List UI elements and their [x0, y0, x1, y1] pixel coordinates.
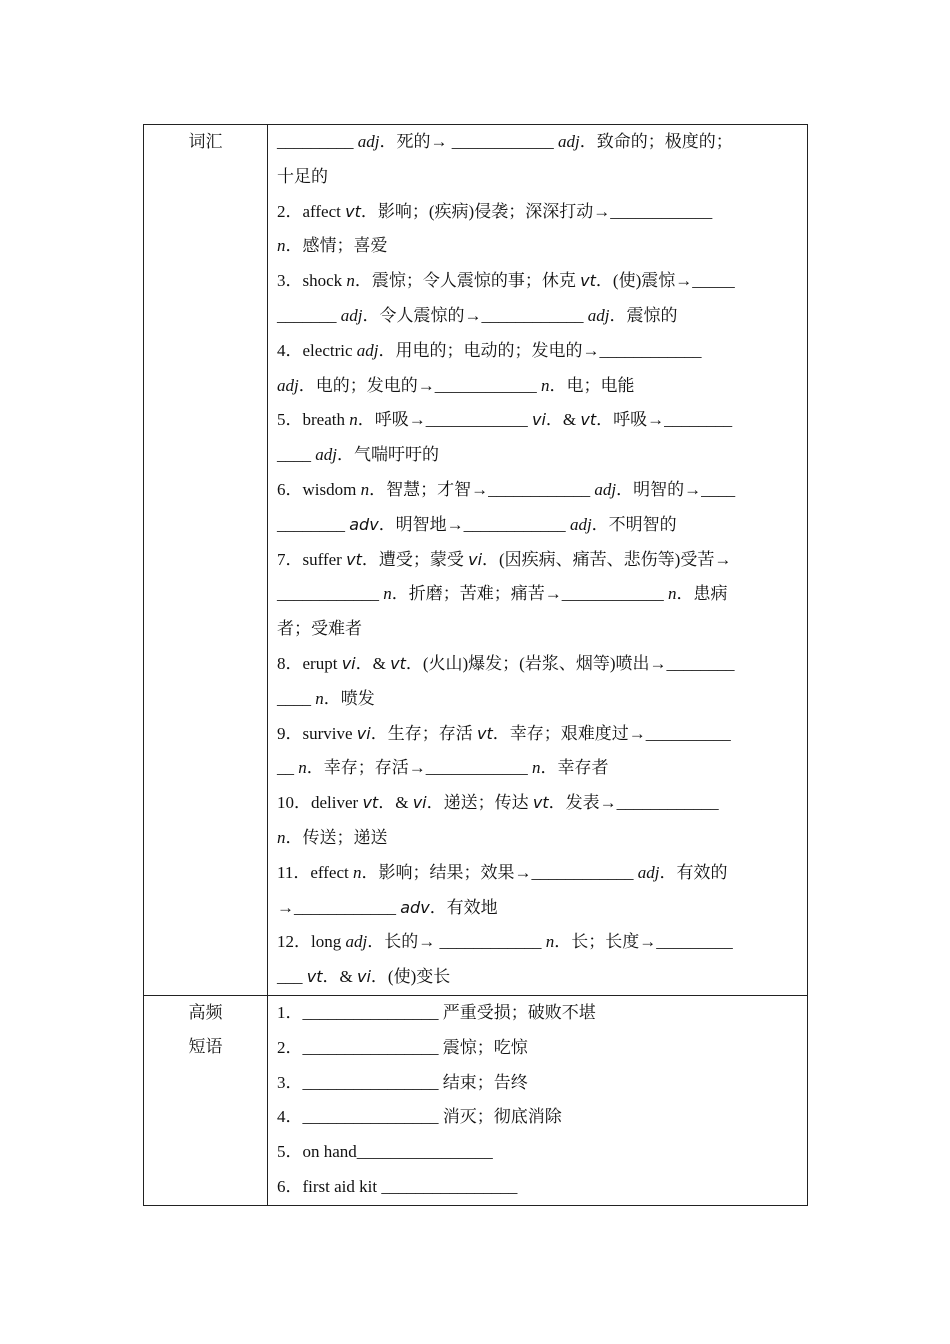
vocab-line-text: ．气喘吁吁的	[336, 445, 439, 465]
vocab-line-text: ____________	[277, 584, 384, 604]
vocab-line-text: 4．electric	[277, 340, 357, 360]
vocab-line-text: ．用电的；电动的；发电的→____________	[378, 340, 702, 360]
vocab-line	[277, 473, 797, 508]
vocab-line-text: ________	[277, 514, 350, 534]
vocab-line	[277, 299, 797, 334]
phrases-line-text: 1．________________ 严重受损；破败不堪	[277, 1002, 596, 1022]
vocab-line-text: ．喷发	[323, 688, 375, 708]
vocab-line-text: vt	[476, 723, 493, 743]
vocab-line-text: 6．wisdom	[277, 479, 361, 499]
vocab-label-cell	[144, 125, 268, 996]
vocab-line-text: ．影响；(疾病)侵袭；深深打动→____________	[360, 201, 713, 221]
phrases-label-line2: 短语	[188, 1036, 223, 1056]
vocab-line	[277, 334, 797, 369]
vocab-line	[277, 786, 797, 821]
vocab-line-text: n	[668, 584, 677, 604]
vocab-line	[277, 856, 797, 891]
vocab-line-text: 11．effect	[277, 862, 353, 882]
vocab-line-text: ．死的→ ____________	[379, 132, 558, 151]
vocab-line-text: vi	[356, 723, 371, 743]
vocab-line	[277, 264, 797, 299]
vocab-line-text: 者；受难者	[277, 619, 362, 639]
phrases-line	[277, 1031, 797, 1066]
vocab-line-text: vt	[345, 201, 361, 221]
vocab-list	[268, 125, 807, 995]
vocab-line-text: n	[353, 862, 362, 882]
vocab-line-text: ．(因疾病、痛苦、悲伤等)受苦→	[482, 549, 732, 569]
vocab-line-text: adj	[594, 479, 617, 499]
vocab-line-text: ．&	[378, 793, 413, 813]
vocab-line-text: n	[349, 410, 358, 430]
vocab-line-text: vi	[341, 653, 356, 673]
vocab-line-text: ．有效的	[659, 862, 728, 882]
vocab-table	[143, 124, 808, 1206]
vocab-line-text: ．明智地→____________	[378, 514, 570, 534]
vocab-line-text: ．有效地	[429, 897, 498, 917]
vocab-line-text: ．令人震惊的→____________	[362, 305, 588, 325]
vocab-line-text: adj	[557, 132, 580, 151]
vocab-line-text: ．幸存；存活→____________	[306, 758, 532, 778]
vocab-line-text: adj	[356, 340, 379, 360]
vocab-line-text: n	[360, 479, 370, 499]
vocab-line-text: ．(火山)爆发；(岩浆、烟等)喷出→________	[405, 653, 735, 673]
vocab-content-cell	[268, 125, 808, 996]
phrases-label-line1: 高频	[188, 1002, 223, 1022]
vocab-line-text: ．呼吸→________	[596, 410, 733, 430]
phrases-label-cell	[144, 995, 268, 1205]
vocab-line-text: ．感情；喜爱	[285, 236, 388, 256]
vocab-line-text: __	[277, 758, 299, 778]
vocab-line-text: 7．suffer	[277, 549, 347, 569]
vocab-line-text: ．生存；存活	[370, 723, 477, 743]
vocab-line-text: vt	[306, 967, 323, 987]
vocab-line-text: ．长；长度→_________	[554, 932, 733, 952]
vocab-line-text: n	[532, 758, 541, 778]
vocab-line	[277, 438, 797, 473]
vocab-line-text: ．(使)变长	[370, 967, 451, 987]
vocab-line-text: 9．survive	[277, 723, 357, 743]
phrases-line-text: 4．________________ 消灭；彻底消除	[277, 1107, 562, 1127]
vocab-line-text: ．遭受；蒙受	[361, 549, 469, 569]
vocab-line-text: ．幸存者	[540, 758, 609, 778]
vocab-line-text: ____	[277, 445, 316, 465]
vocab-line	[277, 543, 797, 578]
vocab-line-text: 十足的	[277, 166, 328, 186]
phrases-list	[268, 996, 807, 1205]
vocab-line	[277, 369, 797, 404]
vocab-line-text: ．发表→____________	[548, 793, 719, 813]
vocab-line-text: ．明智的→____	[616, 479, 736, 499]
vocab-line-text: ．(使)震惊→_____	[595, 271, 735, 291]
vocab-line-text: n	[315, 688, 324, 708]
vocab-label: 词汇	[188, 132, 223, 151]
vocab-line-text: adj	[357, 132, 380, 151]
vocab-line-text: ．致命的；极度的；	[579, 132, 733, 151]
vocab-line-text: vi	[531, 410, 546, 430]
vocab-line	[277, 160, 797, 195]
vocab-line-text: ．呼吸→____________	[357, 410, 532, 430]
vocab-line-text: →____________	[277, 897, 401, 917]
vocab-line	[277, 403, 797, 438]
vocab-line-text: 3．shock	[277, 271, 347, 291]
vocab-line-text: adv	[349, 514, 379, 534]
vocab-line-text: _______	[277, 305, 341, 325]
vocab-line-text: n	[540, 375, 550, 395]
vocab-line-text: ．&	[545, 410, 581, 430]
vocab-line-text: n	[545, 932, 555, 952]
vocab-line-text: ___	[277, 967, 307, 987]
vocab-line-text: vt	[580, 271, 596, 291]
phrases-line	[277, 1100, 797, 1135]
vocab-line-text: ．震惊；令人震惊的事；休克	[354, 271, 581, 291]
vocab-line-text: n	[383, 584, 392, 604]
vocab-line	[277, 925, 797, 960]
vocab-line-text: ．智慧；才智→____________	[369, 479, 595, 499]
vocab-line	[277, 717, 797, 752]
vocab-line-text: adj	[587, 305, 610, 325]
vocab-line-text: vi	[412, 793, 427, 813]
vocab-line	[277, 195, 797, 230]
vocab-line	[277, 229, 797, 264]
vocab-line-text: ．传送；递送	[285, 827, 388, 847]
vocab-line-text: ．幸存；艰难度过→__________	[492, 723, 731, 743]
vocab-line	[277, 751, 797, 786]
vocab-line-text: vt	[362, 793, 379, 813]
vocab-line-text: n	[346, 271, 355, 291]
vocab-line	[277, 612, 797, 647]
phrases-line	[277, 1135, 797, 1170]
vocab-line	[277, 577, 797, 612]
phrases-line-text: 6．first aid kit ________________	[277, 1176, 518, 1196]
phrases-line-text: 5．on hand________________	[277, 1142, 493, 1162]
vocab-line-text: ．震惊的	[609, 305, 678, 325]
phrases-content-cell	[268, 995, 808, 1205]
vocab-line-text: ____	[277, 688, 316, 708]
vocab-line-text: ．&	[355, 653, 391, 673]
vocab-line-text: vt	[532, 793, 549, 813]
vocab-line-text: ．电的；发电的→____________	[298, 375, 541, 395]
phrases-line-text: 3．________________ 结束；告终	[277, 1072, 528, 1092]
vocab-line-text: vt	[390, 653, 406, 673]
vocab-line-text: ．&	[322, 967, 357, 987]
vocab-line-text: 8．erupt	[277, 653, 342, 673]
vocab-line-text: adj	[277, 375, 299, 395]
phrases-line	[277, 996, 797, 1031]
vocab-line-text: n	[277, 236, 286, 256]
vocab-line	[277, 821, 797, 856]
vocab-line-text: ．折磨；苦难；痛苦→____________	[391, 584, 668, 604]
vocab-line-text: ．长的→ ____________	[367, 932, 546, 952]
vocab-line-text: ．递送；传达	[426, 793, 533, 813]
vocab-line-text: 12．long	[277, 932, 346, 952]
vocab-line-text: vi	[356, 967, 371, 987]
vocab-line	[277, 891, 797, 926]
vocab-line-text: 5．breath	[277, 410, 350, 430]
phrases-line-text: 2．________________ 震惊；吃惊	[277, 1037, 528, 1057]
vocab-line-text: vt	[346, 549, 362, 569]
vocab-line	[277, 508, 797, 543]
phrases-row	[144, 995, 808, 1205]
vocab-line-text: adj	[569, 514, 592, 534]
vocab-line-text: ．不明智的	[591, 514, 677, 534]
vocab-line-text: adj	[315, 445, 337, 465]
vocab-line-text: adj	[340, 305, 363, 325]
vocab-line-text: 2．affect	[277, 201, 346, 221]
vocab-line	[277, 682, 797, 717]
vocab-line-text: adv	[400, 897, 430, 917]
vocab-line-text: ．患病	[676, 584, 728, 604]
vocab-line-text: n	[277, 827, 286, 847]
vocab-line-text: n	[298, 758, 307, 778]
phrases-line	[277, 1170, 797, 1205]
vocab-line-text: 10．deliver	[277, 793, 363, 813]
phrases-line	[277, 1066, 797, 1101]
vocab-line-text: adj	[345, 932, 368, 952]
vocab-line	[277, 960, 797, 995]
vocab-line-text: adj	[637, 862, 660, 882]
vocab-line-text: vt	[580, 410, 597, 430]
vocab-line-text: ．电；电能	[549, 375, 635, 395]
vocab-row	[144, 125, 808, 996]
vocab-line	[277, 125, 797, 160]
vocab-line-text: _________	[277, 132, 358, 151]
vocab-line-text: ．影响；结果；效果→____________	[361, 862, 638, 882]
vocab-line	[277, 647, 797, 682]
vocab-line-text: vi	[468, 549, 483, 569]
